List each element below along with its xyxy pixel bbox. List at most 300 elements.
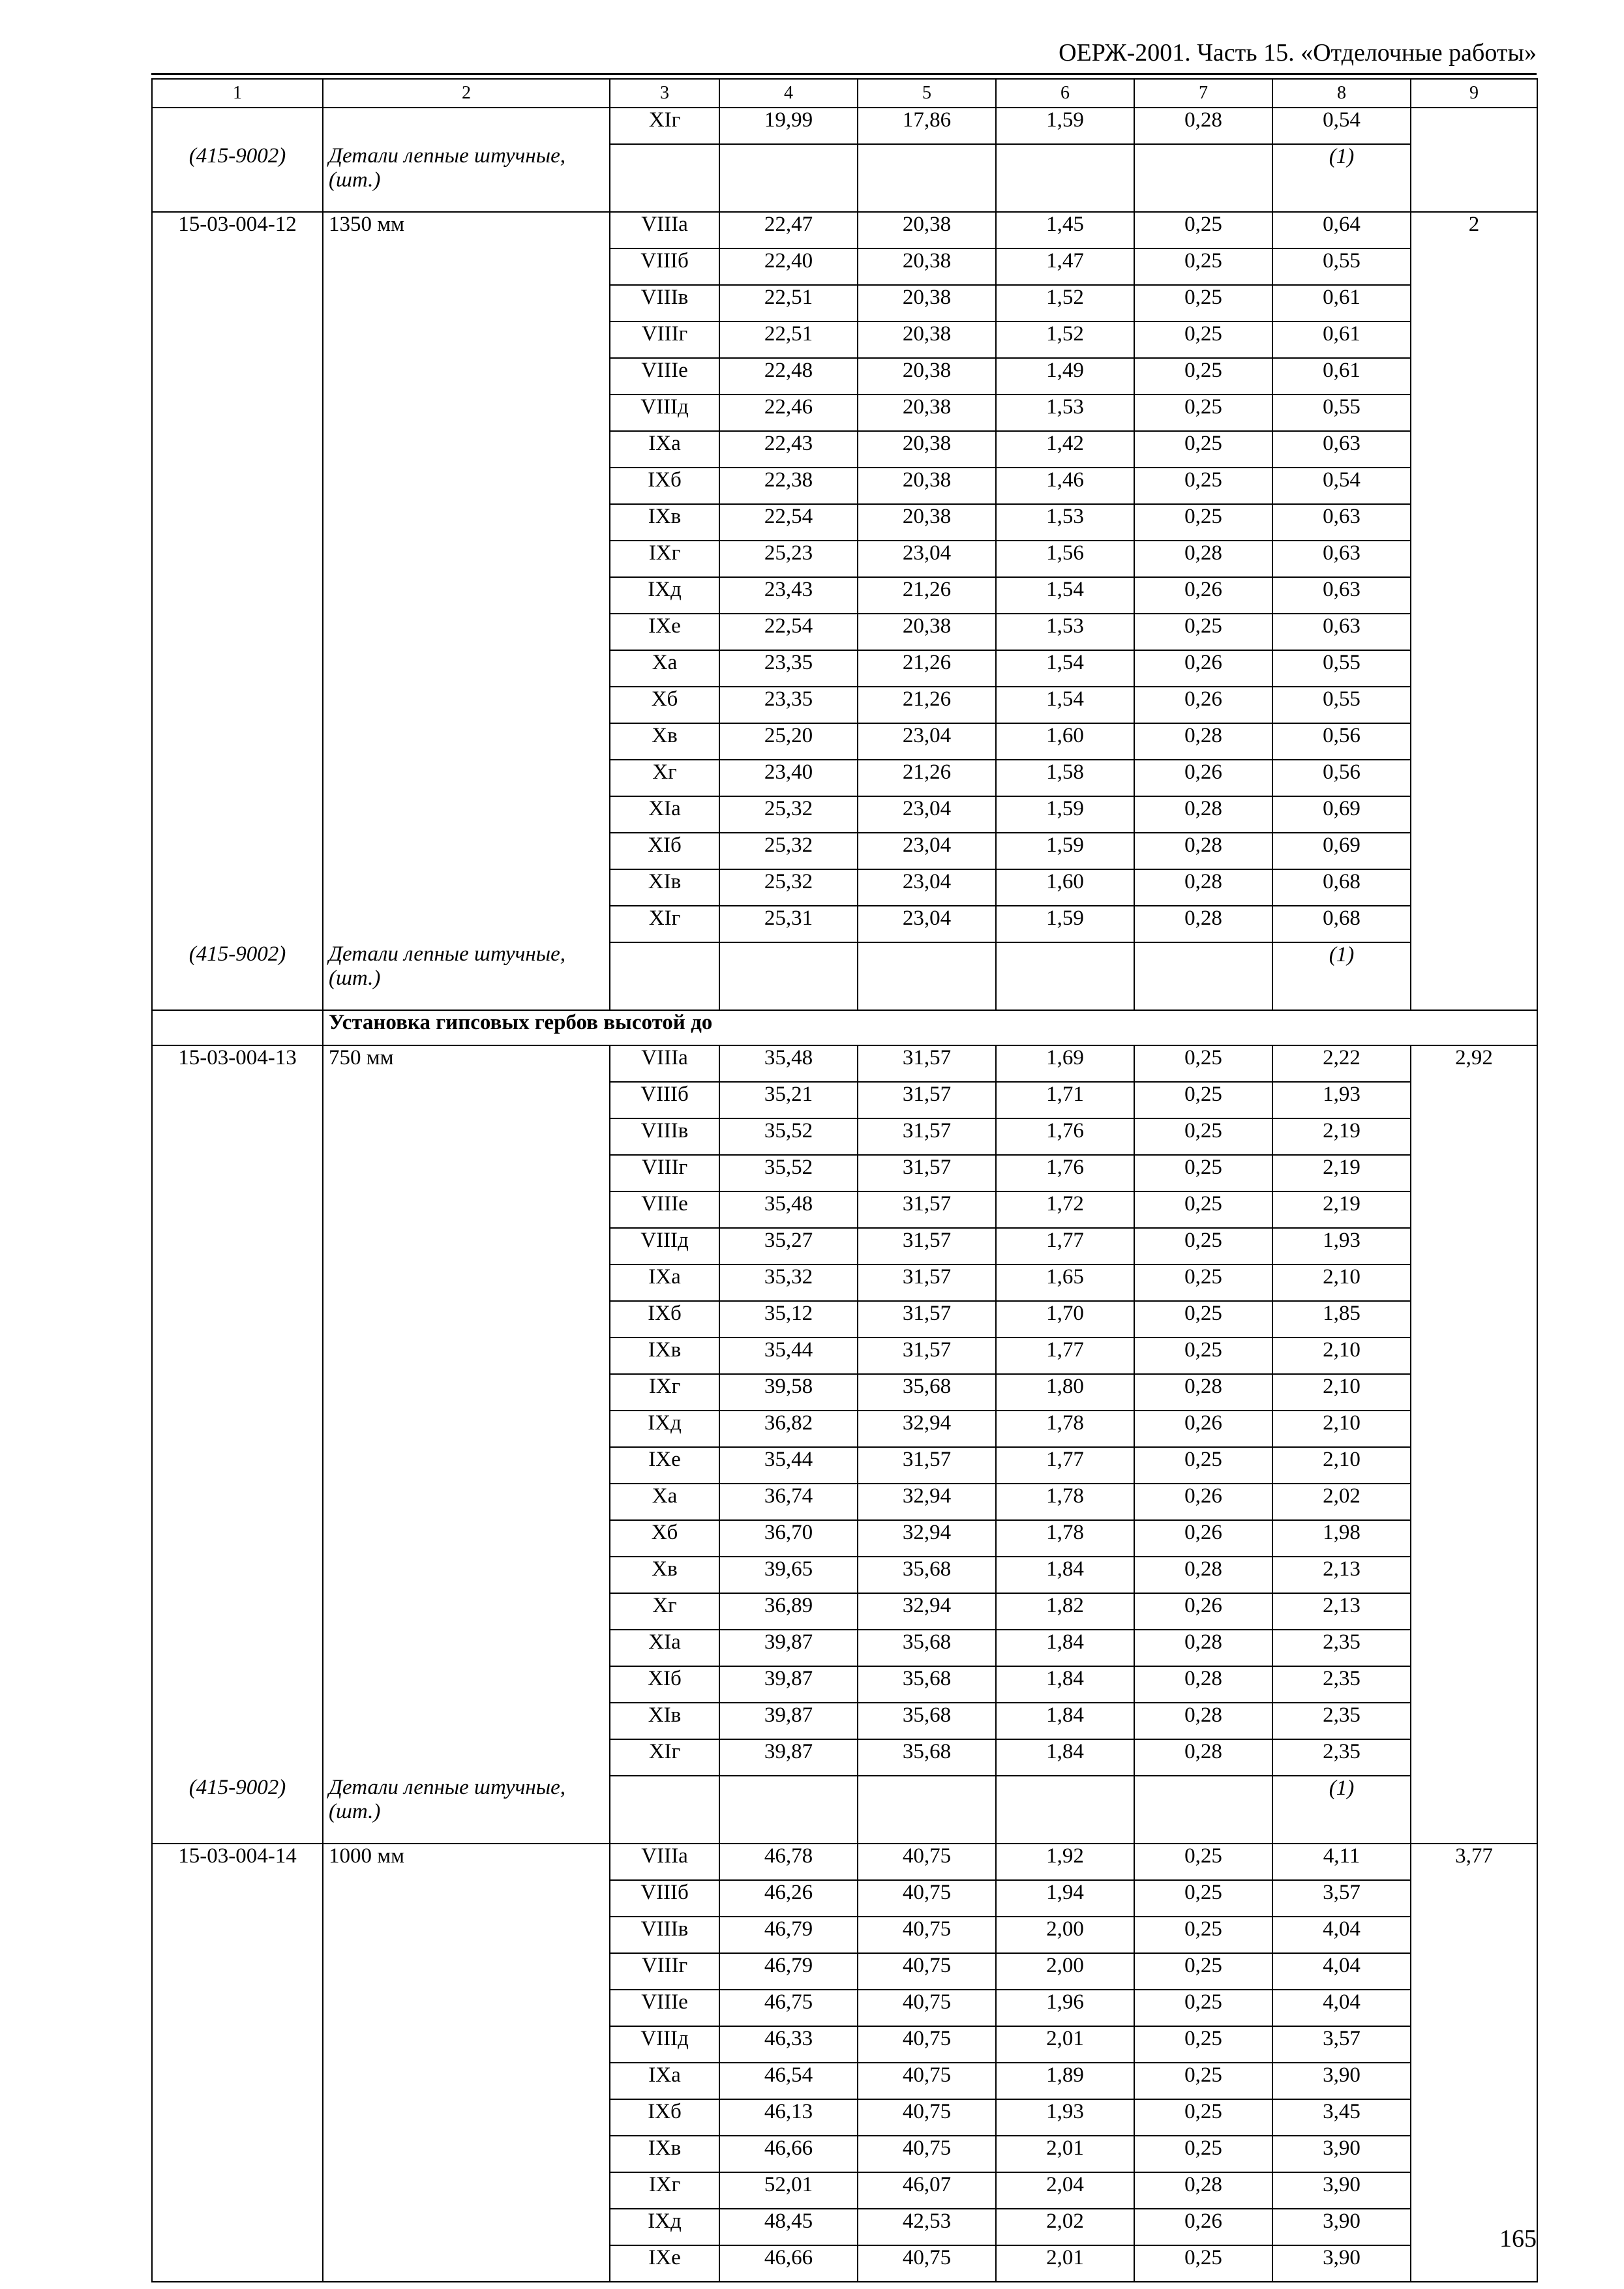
table-row bbox=[152, 723, 1537, 760]
col9-cell bbox=[1411, 1917, 1537, 1953]
code-cell bbox=[152, 358, 323, 395]
col9-cell bbox=[1411, 541, 1537, 577]
col9-cell bbox=[1411, 358, 1537, 395]
value-cell: 32,94 bbox=[858, 1520, 996, 1557]
zone-cell: IXб bbox=[610, 1301, 719, 1338]
name-cell bbox=[323, 2136, 610, 2172]
name-cell bbox=[323, 614, 610, 650]
name-cell bbox=[323, 1990, 610, 2026]
column-number-row bbox=[152, 79, 1537, 108]
table-row bbox=[152, 285, 1537, 322]
value-cell: 0,28 bbox=[1134, 541, 1272, 577]
value-cell: 2,10 bbox=[1272, 1374, 1411, 1411]
table-row bbox=[152, 1155, 1537, 1191]
code-cell bbox=[152, 2245, 323, 2282]
name-cell bbox=[323, 869, 610, 906]
name-cell bbox=[323, 650, 610, 687]
value-cell: 4,04 bbox=[1272, 1953, 1411, 1990]
value-cell: 1,77 bbox=[996, 1447, 1134, 1484]
code-cell bbox=[152, 1990, 323, 2026]
value-cell: 25,32 bbox=[719, 796, 858, 833]
name-cell bbox=[323, 723, 610, 760]
value-cell: 0,28 bbox=[1134, 1374, 1272, 1411]
zone-cell: IXд bbox=[610, 577, 719, 614]
table-row bbox=[152, 108, 1537, 144]
value-cell: 40,75 bbox=[858, 1844, 996, 1880]
code-cell bbox=[152, 1118, 323, 1155]
code-cell bbox=[152, 1953, 323, 1990]
col9-cell bbox=[1411, 2172, 1537, 2209]
col-number: 6 bbox=[996, 79, 1134, 108]
value-cell: 20,38 bbox=[858, 285, 996, 322]
col9-cell bbox=[1411, 1484, 1537, 1520]
zone-cell: Xб bbox=[610, 687, 719, 723]
zone-cell: IXв bbox=[610, 504, 719, 541]
value-cell: 0,63 bbox=[1272, 504, 1411, 541]
zone-cell: IXб bbox=[610, 2099, 719, 2136]
value-cell: 0,56 bbox=[1272, 760, 1411, 796]
value-cell: 0,28 bbox=[1134, 833, 1272, 869]
value-cell: 0,68 bbox=[1272, 906, 1411, 942]
value-cell: 2,00 bbox=[996, 1917, 1134, 1953]
value-cell: 46,54 bbox=[719, 2063, 858, 2099]
table-row bbox=[152, 1082, 1537, 1118]
zone-cell: VIIIе bbox=[610, 1191, 719, 1228]
value-cell: 23,40 bbox=[719, 760, 858, 796]
value-cell: 1,54 bbox=[996, 650, 1134, 687]
zone-cell: Xг bbox=[610, 1593, 719, 1630]
value-cell: 22,48 bbox=[719, 358, 858, 395]
value-cell: 1,54 bbox=[996, 577, 1134, 614]
value-cell: 3,90 bbox=[1272, 2245, 1411, 2282]
col9-cell bbox=[1411, 577, 1537, 614]
table-row bbox=[152, 906, 1537, 942]
value-cell: 35,44 bbox=[719, 1338, 858, 1374]
value-cell: 0,25 bbox=[1134, 1953, 1272, 1990]
zone-cell: XIг bbox=[610, 1739, 719, 1776]
value-cell: 0,28 bbox=[1134, 723, 1272, 760]
value-cell: 32,94 bbox=[858, 1593, 996, 1630]
value-cell: 0,25 bbox=[1134, 1228, 1272, 1264]
value-cell: 0,55 bbox=[1272, 650, 1411, 687]
col9-cell bbox=[1411, 1990, 1537, 2026]
value-cell: 2,22 bbox=[1272, 1045, 1411, 1082]
value-cell: 20,38 bbox=[858, 614, 996, 650]
value-cell: 35,48 bbox=[719, 1191, 858, 1228]
value-cell: 0,25 bbox=[1134, 1880, 1272, 1917]
code-cell bbox=[152, 504, 323, 541]
table-row bbox=[152, 1666, 1537, 1703]
code-cell bbox=[152, 248, 323, 285]
col9-cell bbox=[1411, 1301, 1537, 1338]
value-cell: 2,19 bbox=[1272, 1155, 1411, 1191]
table-row bbox=[152, 2136, 1537, 2172]
empty-cell bbox=[610, 144, 719, 212]
code-cell bbox=[152, 796, 323, 833]
name-cell bbox=[323, 2245, 610, 2282]
norm-code: 15-03-004-14 bbox=[152, 1844, 323, 1880]
zone-cell: XIв bbox=[610, 1703, 719, 1739]
zone-cell: Xб bbox=[610, 1520, 719, 1557]
value-cell: 31,57 bbox=[858, 1264, 996, 1301]
work-name: 750 мм bbox=[323, 1045, 610, 1082]
value-cell: 22,46 bbox=[719, 395, 858, 431]
code-cell bbox=[152, 833, 323, 869]
zone-cell: VIIIб bbox=[610, 1880, 719, 1917]
table-row bbox=[152, 2209, 1537, 2245]
value-cell: 1,96 bbox=[996, 1990, 1134, 2026]
code-cell bbox=[152, 2136, 323, 2172]
value-cell: 40,75 bbox=[858, 2245, 996, 2282]
value-cell: 39,87 bbox=[719, 1666, 858, 1703]
name-cell bbox=[323, 504, 610, 541]
coef-cell: 3,77 bbox=[1411, 1844, 1537, 1880]
col9-cell bbox=[1411, 144, 1537, 212]
code-cell bbox=[152, 906, 323, 942]
name-cell bbox=[323, 431, 610, 468]
value-cell: 1,98 bbox=[1272, 1520, 1411, 1557]
value-cell: 1,72 bbox=[996, 1191, 1134, 1228]
code-cell bbox=[152, 1228, 323, 1264]
value-cell: 1,53 bbox=[996, 395, 1134, 431]
section-row bbox=[152, 1010, 1537, 1045]
code-cell bbox=[152, 1264, 323, 1301]
table-row bbox=[152, 395, 1537, 431]
value-cell: 0,69 bbox=[1272, 833, 1411, 869]
value-cell: 22,40 bbox=[719, 248, 858, 285]
value-cell: 0,26 bbox=[1134, 2209, 1272, 2245]
norms-table bbox=[151, 78, 1538, 2282]
value-cell: 1,47 bbox=[996, 248, 1134, 285]
value-cell: 23,35 bbox=[719, 650, 858, 687]
table-row bbox=[152, 358, 1537, 395]
col9-cell bbox=[1411, 322, 1537, 358]
value-cell: 0,25 bbox=[1134, 468, 1272, 504]
value-cell: 31,57 bbox=[858, 1191, 996, 1228]
value-cell: 20,38 bbox=[858, 248, 996, 285]
code-cell bbox=[152, 1520, 323, 1557]
table-row bbox=[152, 1118, 1537, 1155]
value-cell: 0,55 bbox=[1272, 687, 1411, 723]
zone-cell: VIIIа bbox=[610, 212, 719, 248]
col-number: 8 bbox=[1272, 79, 1411, 108]
value-cell: 1,59 bbox=[996, 906, 1134, 942]
value-cell: 19,99 bbox=[719, 108, 858, 144]
table-row bbox=[152, 687, 1537, 723]
value-cell: 21,26 bbox=[858, 760, 996, 796]
value-cell: 46,75 bbox=[719, 1990, 858, 2026]
name-cell bbox=[323, 577, 610, 614]
table-row bbox=[152, 541, 1537, 577]
table-row bbox=[152, 322, 1537, 358]
value-cell: 46,79 bbox=[719, 1953, 858, 1990]
value-cell: 3,90 bbox=[1272, 2209, 1411, 2245]
value-cell: 20,38 bbox=[858, 431, 996, 468]
value-cell: 0,25 bbox=[1134, 1917, 1272, 1953]
value-cell: 36,89 bbox=[719, 1593, 858, 1630]
code-cell bbox=[152, 1666, 323, 1703]
value-cell: 0,25 bbox=[1134, 212, 1272, 248]
value-cell: 2,02 bbox=[1272, 1484, 1411, 1520]
zone-cell: IXг bbox=[610, 1374, 719, 1411]
value-cell: 20,38 bbox=[858, 358, 996, 395]
work-name: 1350 мм bbox=[323, 212, 610, 248]
value-cell: 22,54 bbox=[719, 504, 858, 541]
value-cell: 20,38 bbox=[858, 468, 996, 504]
col9-cell bbox=[1411, 1338, 1537, 1374]
zone-cell: IXв bbox=[610, 1338, 719, 1374]
zone-cell: VIIIа bbox=[610, 1844, 719, 1880]
value-cell: 1,60 bbox=[996, 869, 1134, 906]
value-cell: 40,75 bbox=[858, 2136, 996, 2172]
col9-cell bbox=[1411, 723, 1537, 760]
name-cell bbox=[323, 1447, 610, 1484]
value-cell: 3,90 bbox=[1272, 2172, 1411, 2209]
code-cell bbox=[152, 468, 323, 504]
col9-cell bbox=[1411, 942, 1537, 1010]
name-cell bbox=[323, 1630, 610, 1666]
material-value: (1) bbox=[1272, 942, 1411, 1010]
value-cell: 23,04 bbox=[858, 869, 996, 906]
value-cell: 1,65 bbox=[996, 1264, 1134, 1301]
zone-cell: VIIIг bbox=[610, 322, 719, 358]
zone-cell: VIIIд bbox=[610, 1228, 719, 1264]
empty-cell bbox=[1134, 144, 1272, 212]
value-cell: 0,61 bbox=[1272, 322, 1411, 358]
value-cell: 1,54 bbox=[996, 687, 1134, 723]
value-cell: 46,66 bbox=[719, 2136, 858, 2172]
empty-cell bbox=[1134, 942, 1272, 1010]
value-cell: 0,25 bbox=[1134, 1155, 1272, 1191]
name-cell bbox=[323, 687, 610, 723]
zone-cell: IXе bbox=[610, 614, 719, 650]
value-cell: 20,38 bbox=[858, 212, 996, 248]
table-row bbox=[152, 1953, 1537, 1990]
zone-cell: VIIIб bbox=[610, 248, 719, 285]
value-cell: 23,43 bbox=[719, 577, 858, 614]
value-cell: 1,53 bbox=[996, 614, 1134, 650]
value-cell: 46,66 bbox=[719, 2245, 858, 2282]
col9-cell bbox=[1411, 1191, 1537, 1228]
value-cell: 0,26 bbox=[1134, 1520, 1272, 1557]
value-cell: 31,57 bbox=[858, 1228, 996, 1264]
code-cell bbox=[152, 723, 323, 760]
value-cell: 23,04 bbox=[858, 541, 996, 577]
value-cell: 1,52 bbox=[996, 285, 1134, 322]
value-cell: 0,28 bbox=[1134, 1630, 1272, 1666]
table-row bbox=[152, 1191, 1537, 1228]
col9-cell bbox=[1411, 248, 1537, 285]
value-cell: 35,68 bbox=[858, 1630, 996, 1666]
zone-cell: Xг bbox=[610, 760, 719, 796]
name-cell bbox=[323, 1374, 610, 1411]
code-cell bbox=[152, 577, 323, 614]
code-cell bbox=[152, 1880, 323, 1917]
value-cell: 0,26 bbox=[1134, 1411, 1272, 1447]
table-row bbox=[152, 1301, 1537, 1338]
material-row bbox=[152, 942, 1537, 1010]
col-number: 4 bbox=[719, 79, 858, 108]
coef-cell: 2,92 bbox=[1411, 1045, 1537, 1082]
value-cell: 31,57 bbox=[858, 1155, 996, 1191]
value-cell: 0,68 bbox=[1272, 869, 1411, 906]
empty-cell bbox=[996, 144, 1134, 212]
value-cell: 1,71 bbox=[996, 1082, 1134, 1118]
value-cell: 31,57 bbox=[858, 1118, 996, 1155]
name-cell bbox=[323, 2172, 610, 2209]
value-cell: 0,25 bbox=[1134, 2063, 1272, 2099]
material-name: Детали лепные штучные, (шт.) bbox=[323, 942, 610, 1010]
code-cell bbox=[152, 431, 323, 468]
value-cell: 0,28 bbox=[1134, 2172, 1272, 2209]
code-cell bbox=[152, 2209, 323, 2245]
value-cell: 22,47 bbox=[719, 212, 858, 248]
zone-cell: VIIIв bbox=[610, 285, 719, 322]
col9-cell bbox=[1411, 1082, 1537, 1118]
name-cell bbox=[323, 1264, 610, 1301]
value-cell: 22,51 bbox=[719, 285, 858, 322]
value-cell: 46,33 bbox=[719, 2026, 858, 2063]
name-cell bbox=[323, 1666, 610, 1703]
value-cell: 40,75 bbox=[858, 2063, 996, 2099]
empty-cell bbox=[719, 1776, 858, 1844]
code-cell bbox=[152, 1917, 323, 1953]
value-cell: 0,25 bbox=[1134, 2245, 1272, 2282]
value-cell: 0,26 bbox=[1134, 687, 1272, 723]
col9-cell bbox=[1411, 1228, 1537, 1264]
zone-cell: VIIIг bbox=[610, 1155, 719, 1191]
value-cell: 21,26 bbox=[858, 687, 996, 723]
value-cell: 0,26 bbox=[1134, 650, 1272, 687]
col9-cell bbox=[1411, 1520, 1537, 1557]
zone-cell: IXа bbox=[610, 1264, 719, 1301]
code-cell bbox=[152, 650, 323, 687]
value-cell: 0,69 bbox=[1272, 796, 1411, 833]
value-cell: 1,84 bbox=[996, 1666, 1134, 1703]
value-cell: 40,75 bbox=[858, 2099, 996, 2136]
value-cell: 1,76 bbox=[996, 1155, 1134, 1191]
name-cell bbox=[323, 1703, 610, 1739]
empty-cell bbox=[996, 942, 1134, 1010]
value-cell: 1,77 bbox=[996, 1228, 1134, 1264]
name-cell bbox=[323, 1557, 610, 1593]
table-row bbox=[152, 248, 1537, 285]
name-cell bbox=[323, 2209, 610, 2245]
col-number: 2 bbox=[323, 79, 610, 108]
value-cell: 1,84 bbox=[996, 1739, 1134, 1776]
value-cell: 1,77 bbox=[996, 1338, 1134, 1374]
zone-cell: VIIIг bbox=[610, 1953, 719, 1990]
zone-cell: XIа bbox=[610, 796, 719, 833]
value-cell: 46,79 bbox=[719, 1917, 858, 1953]
name-cell bbox=[323, 285, 610, 322]
name-cell bbox=[323, 1739, 610, 1776]
value-cell: 40,75 bbox=[858, 1953, 996, 1990]
code-cell bbox=[152, 1338, 323, 1374]
col-number: 1 bbox=[152, 79, 323, 108]
value-cell: 0,26 bbox=[1134, 1593, 1272, 1630]
value-cell: 35,52 bbox=[719, 1118, 858, 1155]
code-cell bbox=[152, 1082, 323, 1118]
table-row bbox=[152, 650, 1537, 687]
col9-cell bbox=[1411, 1118, 1537, 1155]
code-cell bbox=[152, 2063, 323, 2099]
name-cell bbox=[323, 358, 610, 395]
norm-code: 15-03-004-12 bbox=[152, 212, 323, 248]
empty-cell bbox=[610, 1776, 719, 1844]
value-cell: 1,84 bbox=[996, 1557, 1134, 1593]
value-cell: 35,52 bbox=[719, 1155, 858, 1191]
value-cell: 0,28 bbox=[1134, 869, 1272, 906]
value-cell: 52,01 bbox=[719, 2172, 858, 2209]
code-cell bbox=[152, 614, 323, 650]
table-row bbox=[152, 1411, 1537, 1447]
value-cell: 1,94 bbox=[996, 1880, 1134, 1917]
value-cell: 39,58 bbox=[719, 1374, 858, 1411]
col9-cell bbox=[1411, 796, 1537, 833]
material-code: (415-9002) bbox=[152, 942, 323, 1010]
value-cell: 0,25 bbox=[1134, 248, 1272, 285]
col9-cell bbox=[1411, 1557, 1537, 1593]
value-cell: 0,28 bbox=[1134, 1703, 1272, 1739]
name-cell bbox=[323, 1338, 610, 1374]
value-cell: 20,38 bbox=[858, 322, 996, 358]
table-row bbox=[152, 468, 1537, 504]
value-cell: 39,87 bbox=[719, 1630, 858, 1666]
col9-cell bbox=[1411, 1411, 1537, 1447]
value-cell: 35,68 bbox=[858, 1666, 996, 1703]
value-cell: 23,04 bbox=[858, 723, 996, 760]
value-cell: 0,61 bbox=[1272, 285, 1411, 322]
value-cell: 2,13 bbox=[1272, 1593, 1411, 1630]
value-cell: 0,25 bbox=[1134, 358, 1272, 395]
col9-cell bbox=[1411, 1630, 1537, 1666]
name-cell bbox=[323, 1191, 610, 1228]
name-cell bbox=[323, 1228, 610, 1264]
table-row bbox=[152, 2172, 1537, 2209]
value-cell: 0,25 bbox=[1134, 322, 1272, 358]
code-cell bbox=[152, 2099, 323, 2136]
value-cell: 25,32 bbox=[719, 869, 858, 906]
value-cell: 0,55 bbox=[1272, 248, 1411, 285]
col9-cell bbox=[1411, 468, 1537, 504]
table-row bbox=[152, 2063, 1537, 2099]
name-cell bbox=[323, 1082, 610, 1118]
empty-cell bbox=[858, 144, 996, 212]
name-cell bbox=[323, 1155, 610, 1191]
table-row bbox=[152, 504, 1537, 541]
value-cell: 1,70 bbox=[996, 1301, 1134, 1338]
col9-cell bbox=[1411, 687, 1537, 723]
table-row bbox=[152, 577, 1537, 614]
col9-cell bbox=[1411, 1953, 1537, 1990]
value-cell: 1,84 bbox=[996, 1703, 1134, 1739]
value-cell: 0,25 bbox=[1134, 2026, 1272, 2063]
name-cell bbox=[323, 760, 610, 796]
value-cell: 0,55 bbox=[1272, 395, 1411, 431]
value-cell: 40,75 bbox=[858, 1880, 996, 1917]
value-cell: 23,04 bbox=[858, 906, 996, 942]
value-cell: 3,90 bbox=[1272, 2063, 1411, 2099]
value-cell: 0,25 bbox=[1134, 2136, 1272, 2172]
value-cell: 2,35 bbox=[1272, 1739, 1411, 1776]
value-cell: 1,53 bbox=[996, 504, 1134, 541]
col9-cell bbox=[1411, 1447, 1537, 1484]
value-cell: 23,04 bbox=[858, 796, 996, 833]
zone-cell: Xа bbox=[610, 650, 719, 687]
zone-cell: VIIIе bbox=[610, 358, 719, 395]
value-cell: 46,78 bbox=[719, 1844, 858, 1880]
